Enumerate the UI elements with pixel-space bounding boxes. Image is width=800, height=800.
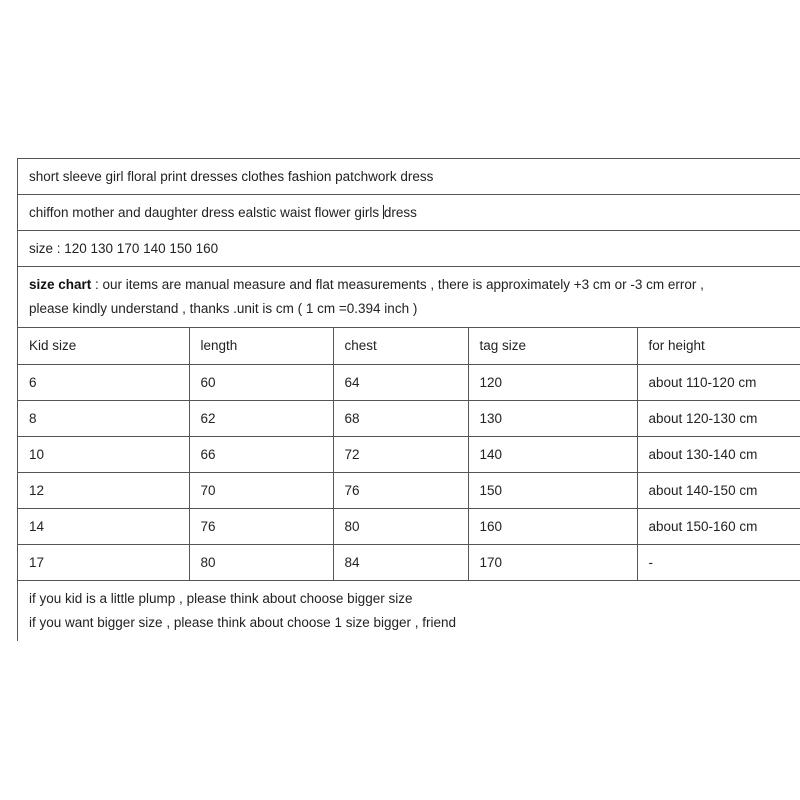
available-sizes-text: size : 120 130 170 140 150 160 <box>29 241 219 256</box>
table-cell: 130 <box>468 400 637 436</box>
size-chart-label: size chart <box>29 277 92 292</box>
table-cell: 60 <box>189 364 333 400</box>
table-cell: 72 <box>333 436 468 472</box>
table-cell: 14 <box>18 508 189 544</box>
table-cell: 80 <box>333 508 468 544</box>
product-title-line-1 <box>18 159 800 195</box>
size-chart-intro-line-1 <box>29 273 800 297</box>
sizing-note-1: if you kid is a little plump , please think about choose bigger size <box>29 590 413 606</box>
table-cell: about 110-120 cm <box>637 364 800 400</box>
table-row <box>18 472 800 508</box>
table-cell: about 140-150 cm <box>637 472 800 508</box>
table-cell: 80 <box>189 544 333 580</box>
table-cell: about 130-140 cm <box>637 436 800 472</box>
table-cell: 64 <box>333 364 468 400</box>
table-cell: 160 <box>468 508 637 544</box>
header-cell-chest: chest <box>333 328 468 364</box>
table-cell: 17 <box>18 544 189 580</box>
table-cell: 66 <box>189 436 333 472</box>
document-frame <box>17 158 800 641</box>
header-cell-for-height: for height <box>637 328 800 364</box>
available-sizes-line <box>18 231 800 267</box>
table-cell: 68 <box>333 400 468 436</box>
header-cell-length: length <box>189 328 333 364</box>
table-cell: 150 <box>468 472 637 508</box>
table-cell: 8 <box>18 400 189 436</box>
product-title-line-1-text: short sleeve girl floral print dresses clothes fashion patchwork dress <box>29 169 434 184</box>
table-cell: 76 <box>333 472 468 508</box>
table-row <box>18 508 800 544</box>
product-title-line-2-text-b: dress <box>383 205 417 220</box>
size-chart-intro <box>18 267 800 328</box>
table-cell: 70 <box>189 472 333 508</box>
table-cell: 62 <box>189 400 333 436</box>
table-header-row <box>18 328 800 364</box>
table-cell: 170 <box>468 544 637 580</box>
table-cell: 76 <box>189 508 333 544</box>
table-row <box>18 400 800 436</box>
table-row <box>18 436 800 472</box>
table-cell: 140 <box>468 436 637 472</box>
header-cell-kid-size: Kid size <box>18 328 189 364</box>
sizing-note-2: if you want bigger size , please think about choose 1 size bigger , friend <box>29 614 457 630</box>
table-cell: about 150-160 cm <box>637 508 800 544</box>
table-cell: about 120-130 cm <box>637 400 800 436</box>
table-cell: 84 <box>333 544 468 580</box>
size-chart-text-1: : our items are manual measure and flat measurements , there is approximately +3 cm or -3 cm error , <box>91 277 704 292</box>
table-cell: 120 <box>468 364 637 400</box>
table-cell: 10 <box>18 436 189 472</box>
table-cell: 6 <box>18 364 189 400</box>
header-cell-tag-size: tag size <box>468 328 637 364</box>
size-table <box>18 328 800 581</box>
table-cell: 12 <box>18 472 189 508</box>
product-title-line-2 <box>18 195 800 231</box>
size-chart-document <box>17 158 800 641</box>
table-cell: - <box>637 544 800 580</box>
size-chart-intro-line-2: please kindly understand , thanks .unit is cm ( 1 cm =0.394 inch ) <box>29 301 418 316</box>
table-row <box>18 544 800 580</box>
sizing-notes <box>18 581 800 641</box>
product-title-line-2-text-a: chiffon mother and daughter dress ealstic waist flower girls <box>29 205 383 220</box>
table-row <box>18 364 800 400</box>
